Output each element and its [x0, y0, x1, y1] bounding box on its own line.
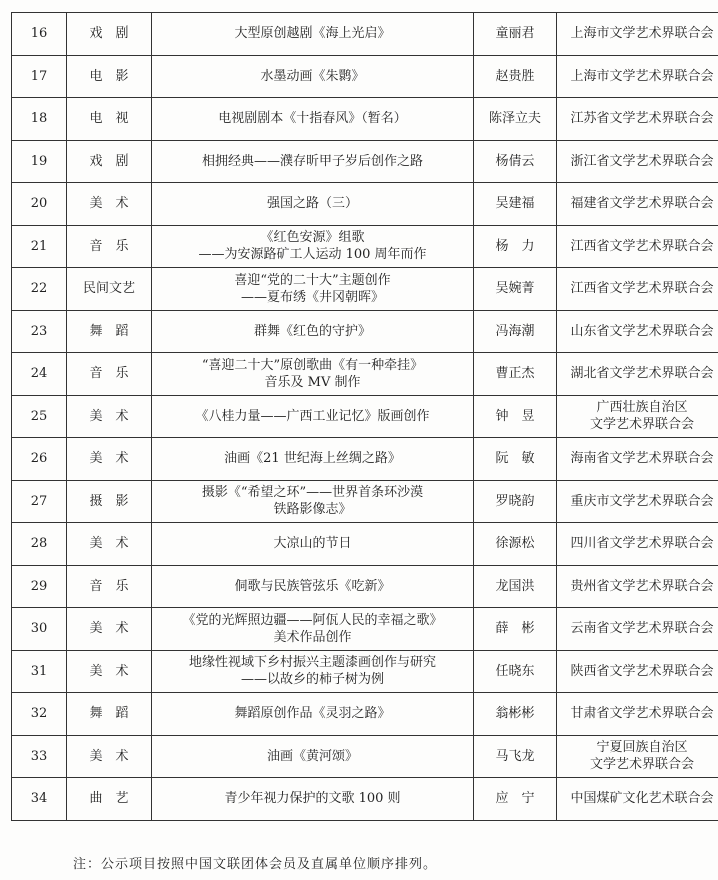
row-number-cell: 30 — [12, 608, 67, 651]
project-title-line: 大凉山的节日 — [273, 536, 352, 552]
project-title-cell — [152, 140, 474, 183]
organization-cell — [557, 693, 718, 736]
organization-cell — [557, 650, 718, 693]
applicant-name-cell: 马飞龙 — [474, 735, 557, 778]
category-cell: 音 乐 — [67, 225, 152, 268]
row-number-cell: 33 — [12, 735, 67, 778]
category-cell: 电 影 — [67, 55, 152, 98]
project-title-cell — [152, 565, 474, 608]
table-row — [12, 225, 718, 268]
row-number-cell: 31 — [12, 650, 67, 693]
category-cell: 美 术 — [67, 395, 152, 438]
project-title-cell — [152, 735, 474, 778]
organization-line: 江西省文学艺术界联合会 — [570, 238, 714, 254]
category-cell: 音 乐 — [67, 353, 152, 396]
applicant-name-cell: 陈泽立夫 — [474, 98, 557, 141]
applicant-name-cell: 钟 昱 — [474, 395, 557, 438]
category-cell: 戏 剧 — [67, 13, 152, 56]
project-table — [11, 12, 718, 821]
table-row — [12, 98, 718, 141]
project-title-line: 群舞《红色的守护》 — [253, 323, 371, 339]
organization-cell — [557, 310, 718, 353]
row-number-cell: 17 — [12, 55, 67, 98]
project-title-line: 地缘性视域下乡村振兴主题漆画创作与研究 — [188, 655, 436, 671]
organization-line: 上海市文学艺术界联合会 — [570, 26, 714, 42]
footnote: 注：公示项目按照中国文联团体会员及直属单位顺序排列。 — [73, 857, 438, 872]
organization-line: 海南省文学艺术界联合会 — [570, 451, 714, 467]
project-title-line: “喜迎二十大”原创歌曲《有一种牵挂》 — [201, 357, 424, 373]
organization-cell — [557, 608, 718, 651]
organization-line: 福建省文学艺术界联合会 — [570, 196, 714, 212]
project-title-cell — [152, 523, 474, 566]
project-title-line: 水墨动画《朱鹮》 — [260, 68, 365, 84]
project-title-cell — [152, 693, 474, 736]
row-number-cell: 23 — [12, 310, 67, 353]
row-number-cell: 28 — [12, 523, 67, 566]
applicant-name-cell: 赵贵胜 — [474, 55, 557, 98]
organization-cell — [557, 395, 718, 438]
project-title-cell — [152, 310, 474, 353]
project-title-line: 《八桂力量——广西工业记忆》版画创作 — [195, 408, 430, 424]
row-number-cell: 16 — [12, 13, 67, 56]
row-number-cell: 27 — [12, 480, 67, 523]
project-title-line: 油画《黄河颂》 — [266, 748, 358, 764]
project-title-cell — [152, 778, 474, 821]
table-row — [12, 438, 718, 481]
project-title-line: ——以故乡的柿子树为例 — [240, 672, 384, 688]
project-title-cell — [152, 395, 474, 438]
category-cell: 曲 艺 — [67, 778, 152, 821]
category-cell: 戏 剧 — [67, 140, 152, 183]
applicant-name-cell: 吴婉菁 — [474, 268, 557, 311]
organization-cell — [557, 353, 718, 396]
project-title-line: 相拥经典——濮存昕甲子岁后创作之路 — [201, 153, 423, 169]
category-cell: 美 术 — [67, 438, 152, 481]
table-row — [12, 523, 718, 566]
project-title-line: ——为安源路矿工人运动 100 周年而作 — [198, 247, 427, 263]
applicant-name-cell: 杨倩云 — [474, 140, 557, 183]
applicant-name-cell: 任晓东 — [474, 650, 557, 693]
row-number-cell: 21 — [12, 225, 67, 268]
table-row — [12, 183, 718, 226]
table-row — [12, 480, 718, 523]
category-cell: 舞 蹈 — [67, 693, 152, 736]
project-title-cell — [152, 225, 474, 268]
project-title-line: 音乐及 MV 制作 — [264, 374, 361, 390]
project-title-line: 喜迎“党的二十大”主题创作 — [234, 272, 391, 288]
project-title-cell — [152, 183, 474, 226]
row-number-cell: 32 — [12, 693, 67, 736]
table-row — [12, 310, 718, 353]
project-title-line: 《红色安源》组歌 — [260, 230, 365, 246]
organization-line: 湖北省文学艺术界联合会 — [570, 366, 714, 382]
category-cell: 美 术 — [67, 608, 152, 651]
project-title-line: 强国之路（三） — [266, 196, 358, 212]
row-number-cell: 24 — [12, 353, 67, 396]
applicant-name-cell: 罗晓韵 — [474, 480, 557, 523]
category-cell: 美 术 — [67, 650, 152, 693]
row-number-cell: 22 — [12, 268, 67, 311]
category-cell: 美 术 — [67, 523, 152, 566]
organization-line: 浙江省文学艺术界联合会 — [570, 153, 714, 169]
row-number-cell: 18 — [12, 98, 67, 141]
applicant-name-cell: 杨 力 — [474, 225, 557, 268]
organization-line: 宁夏回族自治区 — [596, 740, 688, 756]
applicant-name-cell: 吴建福 — [474, 183, 557, 226]
project-title-cell — [152, 608, 474, 651]
project-title-line: 电视剧剧本《十指春风》（暂名） — [218, 111, 407, 127]
row-number-cell: 34 — [12, 778, 67, 821]
organization-line: 文学艺术界联合会 — [589, 757, 694, 773]
organization-cell — [557, 140, 718, 183]
category-cell: 摄 影 — [67, 480, 152, 523]
organization-cell — [557, 735, 718, 778]
organization-line: 中国煤矿文化艺术联合会 — [570, 791, 714, 807]
organization-cell — [557, 13, 718, 56]
project-title-cell — [152, 98, 474, 141]
project-title-line: 摄影《“希望之环”——世界首条环沙漠 — [201, 485, 424, 501]
project-title-cell — [152, 13, 474, 56]
organization-cell — [557, 98, 718, 141]
applicant-name-cell: 徐源松 — [474, 523, 557, 566]
table-row — [12, 268, 718, 311]
row-number-cell: 19 — [12, 140, 67, 183]
row-number-cell: 25 — [12, 395, 67, 438]
category-cell: 电 视 — [67, 98, 152, 141]
project-title-line: 美术作品创作 — [273, 629, 352, 645]
organization-cell — [557, 438, 718, 481]
organization-cell — [557, 565, 718, 608]
organization-line: 四川省文学艺术界联合会 — [570, 536, 714, 552]
applicant-name-cell: 龙国洪 — [474, 565, 557, 608]
applicant-name-cell: 翁彬彬 — [474, 693, 557, 736]
project-title-line: 大型原创越剧《海上光启》 — [234, 26, 391, 42]
project-title-line: 《党的光辉照边疆——阿佤人民的幸福之歌》 — [182, 612, 443, 628]
table-row — [12, 13, 718, 56]
table-row — [12, 55, 718, 98]
organization-cell — [557, 480, 718, 523]
organization-cell — [557, 55, 718, 98]
organization-line: 重庆市文学艺术界联合会 — [570, 493, 714, 509]
project-title-line: ——夏布绣《井冈朝晖》 — [240, 289, 384, 305]
row-number-cell: 20 — [12, 183, 67, 226]
row-number-cell: 26 — [12, 438, 67, 481]
organization-cell — [557, 523, 718, 566]
table-row — [12, 353, 718, 396]
organization-line: 甘肃省文学艺术界联合会 — [570, 706, 714, 722]
category-cell: 音 乐 — [67, 565, 152, 608]
table-row — [12, 565, 718, 608]
project-title-line: 铁路影像志》 — [273, 502, 352, 518]
project-title-cell — [152, 353, 474, 396]
project-table-body — [12, 13, 718, 821]
project-title-cell — [152, 438, 474, 481]
category-cell: 美 术 — [67, 735, 152, 778]
project-title-cell — [152, 55, 474, 98]
category-cell: 美 术 — [67, 183, 152, 226]
category-cell: 舞 蹈 — [67, 310, 152, 353]
applicant-name-cell: 童丽君 — [474, 13, 557, 56]
table-row — [12, 140, 718, 183]
organization-cell — [557, 778, 718, 821]
organization-cell — [557, 225, 718, 268]
category-cell: 民间文艺 — [67, 268, 152, 311]
row-number-cell: 29 — [12, 565, 67, 608]
organization-line: 上海市文学艺术界联合会 — [570, 68, 714, 84]
organization-line: 广西壮族自治区 — [596, 400, 688, 416]
applicant-name-cell: 薛 彬 — [474, 608, 557, 651]
applicant-name-cell: 应 宁 — [474, 778, 557, 821]
project-title-cell — [152, 480, 474, 523]
organization-line: 江苏省文学艺术界联合会 — [570, 111, 714, 127]
project-title-cell — [152, 268, 474, 311]
organization-cell — [557, 183, 718, 226]
organization-line: 文学艺术界联合会 — [589, 417, 694, 433]
organization-cell — [557, 268, 718, 311]
project-title-cell — [152, 650, 474, 693]
organization-line: 贵州省文学艺术界联合会 — [570, 578, 714, 594]
project-title-line: 青少年视力保护的文歌 100 则 — [224, 791, 401, 807]
table-row — [12, 735, 718, 778]
table-row — [12, 395, 718, 438]
organization-line: 江西省文学艺术界联合会 — [570, 281, 714, 297]
project-title-line: 舞蹈原创作品《灵羽之路》 — [234, 706, 391, 722]
organization-line: 云南省文学艺术界联合会 — [570, 621, 714, 637]
table-row — [12, 608, 718, 651]
table-row — [12, 778, 718, 821]
table-row — [12, 650, 718, 693]
project-title-line: 油画《21 世纪海上丝绸之路》 — [224, 451, 401, 467]
applicant-name-cell: 冯海潮 — [474, 310, 557, 353]
project-title-line: 侗歌与民族管弦乐《吃新》 — [234, 578, 391, 594]
organization-line: 山东省文学艺术界联合会 — [570, 323, 714, 339]
organization-line: 陕西省文学艺术界联合会 — [570, 663, 714, 679]
applicant-name-cell: 曹正杰 — [474, 353, 557, 396]
table-row — [12, 693, 718, 736]
applicant-name-cell: 阮 敏 — [474, 438, 557, 481]
